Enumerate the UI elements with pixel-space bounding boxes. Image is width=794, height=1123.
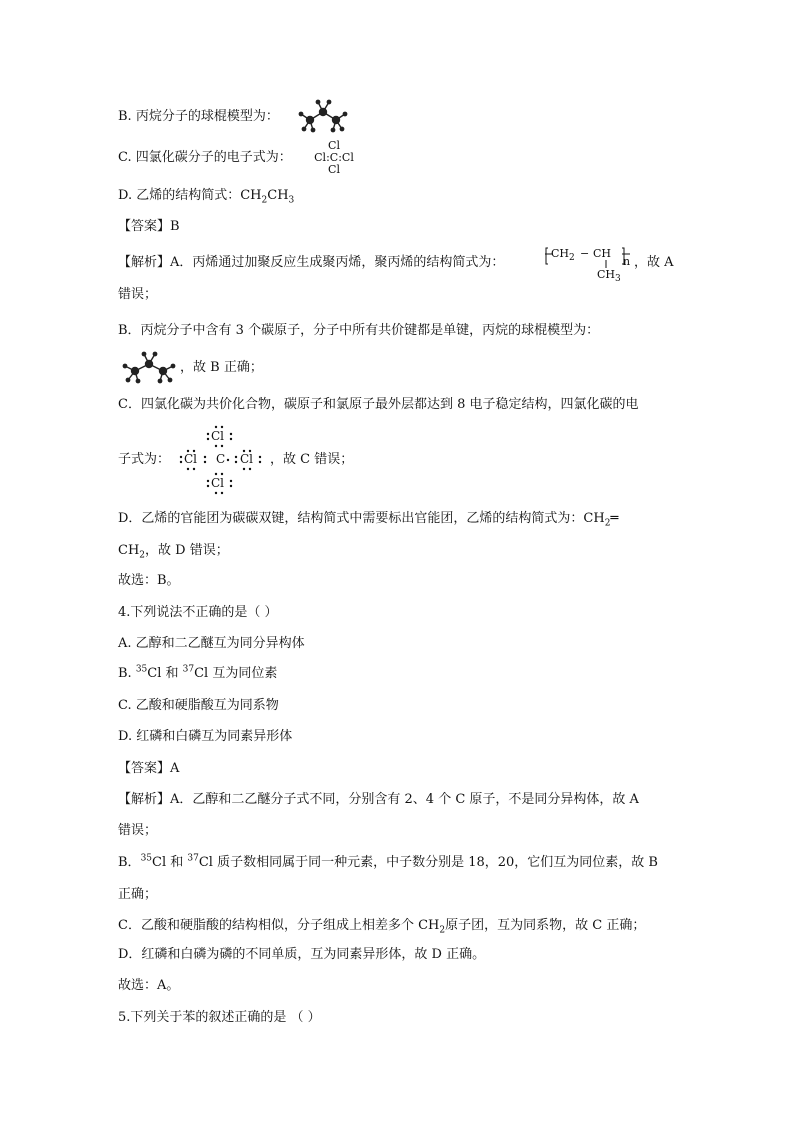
q4-option-c: C. 乙酸和硬脂酸互为同系物: [118, 698, 279, 713]
answer-1: 【答案】B: [118, 219, 180, 234]
explain-2-a: 【解析】A．乙醇和二乙醚分子式不同，分别含有 2、4 个 C 原子，不是同分异构体，故 A: [118, 792, 639, 807]
option-d-line: D. 乙烯的结构简式：$CH_2CH_3$: [118, 188, 295, 206]
explain-1-a-cont: 错误；: [118, 287, 158, 302]
option-c-line: [118, 149, 292, 167]
option-c-text: C. 四氯化碳分子的电子式为：: [118, 150, 292, 165]
ccl4-wrong-formula: [310, 140, 358, 176]
explain-2-a-cont: 错误；: [118, 823, 158, 838]
q4-option-d: D. 红磷和白磷互为同素异形体: [118, 729, 293, 744]
ccl4-bottom: Cl: [328, 163, 340, 176]
explain-1-d: D．乙烯的官能团为碳碳双键，结构简式中需要标出官能团，乙烯的结构简式为：$CH_2═$: [118, 511, 619, 529]
explain-1-d-cont: $CH_2$，故 D 错误；: [118, 543, 229, 561]
explain-2-b: B．$^{35}$Cl 和 $^{37}$Cl 质子数相同属于同一种元素，中子数分别是 18，20，它们互为同位素，故 B: [118, 853, 658, 870]
explain-2-b-cont: 正确；: [118, 887, 158, 902]
ccl4-top: Cl: [328, 139, 340, 152]
explain-1-a-tail: ，故 A: [634, 255, 674, 270]
option-b-text: B. 丙烷分子的球棍模型为：: [118, 109, 279, 124]
explain-1-c-tail: ，故 C 错误；: [270, 452, 354, 467]
q4-option-a: A. 乙醇和二乙醚互为同分异构体: [118, 636, 305, 651]
explain-1-choose: 故选：B。: [118, 573, 180, 588]
explain-1-c: C．四氯化碳为共价化合物，碳原子和氯原子最外层都达到 8 电子稳定结构，四氯化碳的电: [118, 397, 639, 412]
explain-2-d: D．红磷和白磷为磷的不同单质，互为同素异形体，故 D 正确。: [118, 947, 486, 962]
ccl4-electron-formula: Cl Cl C Cl Cl: [178, 424, 270, 496]
ccl4-row: Cl:C:Cl: [314, 151, 354, 164]
propane-ball-stick-model-2: [120, 351, 178, 385]
explain-2-c: C．乙酸和硬脂酸的结构相似，分子组成上相差多个 $CH_2$原子团，互为同系物，故 C 正确；: [118, 918, 646, 936]
polypropylene-structure: $CH_2$ − CH n $CH_3$: [543, 244, 633, 282]
propane-ball-stick-model: [296, 98, 350, 134]
q5-stem: 5.下列关于苯的叙述正确的是 （ ）: [118, 1010, 321, 1025]
option-b-line: [118, 108, 279, 126]
q4-stem: 4.下列说法不正确的是（ ）: [118, 605, 278, 620]
explain-1-b-tail: ，故 B 正确；: [180, 360, 263, 375]
q4-option-b: B. $^{35}$Cl 和 $^{37}$Cl 互为同位素: [118, 664, 278, 681]
explain-1-b: B．丙烷分子中含有 3 个碳原子，分子中所有共价键都是单键，丙烷的球棍模型为：: [118, 323, 600, 338]
explain-1-a: 【解析】A．丙烯通过加聚反应生成聚丙烯，聚丙烯的结构简式为：: [118, 255, 505, 270]
answer-2: 【答案】A: [118, 761, 180, 776]
explain-1-c-cont: 子式为：: [118, 452, 171, 467]
explain-2-choose: 故选：A。: [118, 978, 180, 993]
